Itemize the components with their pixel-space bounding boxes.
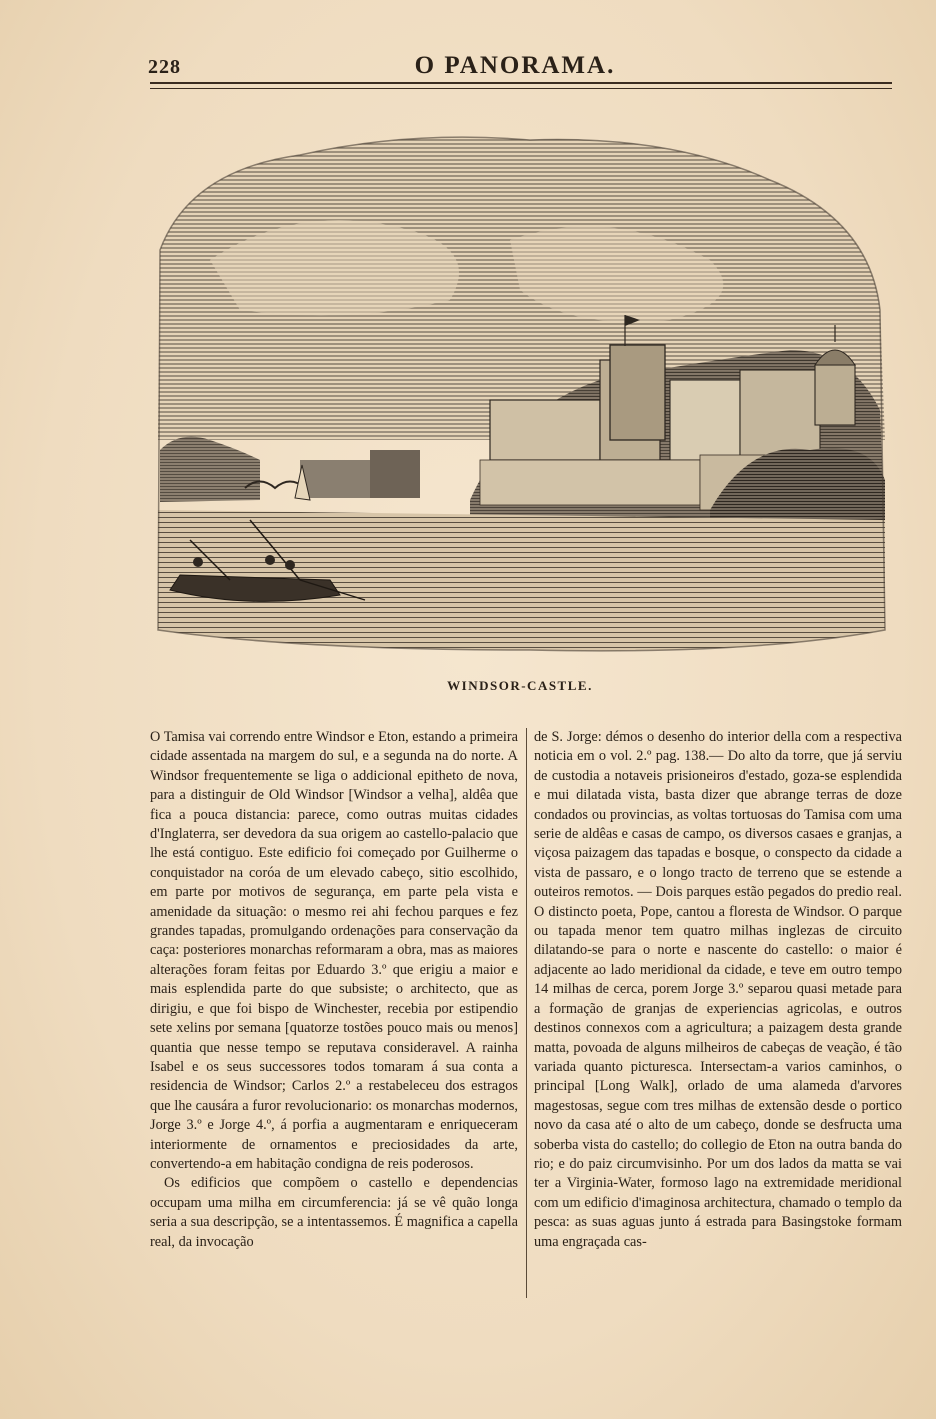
- windsor-castle-engraving: [150, 110, 892, 670]
- header-rule-thin: [150, 88, 892, 89]
- article-paragraph: O Tamisa vai correndo entre Windsor e Eton, estando a primeira cidade assentada na margem do sul, e a segunda na do norte. A Windsor frequentemente se liga o addicional epitheto de nova, para a distinguir de Old Windsor [Windsor a velha], aldêa que fica a pouca distancia: parece, como outras muitas cidades d'Inglaterra, ser devedora da sua origem ao castello-palacio que lhe está contiguo. Este edificio foi começado por Guilherme o conquistador na coróa de um elevado cabeço, sitio escolhido, em parte por motivos de segurança, em parte pela vista e amenidade da situação: o mesmo rei ahi fechou parques e fez grandes tapadas, promulgando ordenações para conservação da caça: posteriores monarchas reformaram a obra, mas as maiores alterações foram feitas por Eduardo 3.º que erigiu a maior e mais esplendida parte do que subsiste; o architecto, que as dirigiu, e que foi bispo de Winchester, recebia por estipendio sete xelins por semana [quatorze tostões pouco mais ou menos] quantia que nesse tempo se reputava consideravel. A rainha Isabel e os seus successores todos tomaram á sua conta a residencia de Windsor; Carlos 2.º a restabeleceu dos estragos que lhe causára a furor revolucionario: os monarchas modernos, Jorge 3.º e Jorge 4.º, á porfia a augmentaram e enriqueceram interiormente de ornamentos e preciosidades da arte, convertendo-a em habitação condigna de reis poderosos.: [150, 729, 518, 1172]
- figure-caption: WINDSOR-CASTLE.: [447, 678, 593, 693]
- page-number: 228: [148, 56, 181, 78]
- article-paragraph: Os edificios que compõem o castello e dependencias occupam uma milha em circumferencia: já se vê quão longa seria a sua descripção, se a intentassemos. É magnifica a capella real, da invocação: [150, 1175, 518, 1250]
- masthead-title: O PANORAMA.: [414, 52, 616, 79]
- column-divider: [526, 728, 527, 1298]
- article-column-right: [534, 728, 902, 1252]
- header-rule: [150, 82, 892, 84]
- article-paragraph: de S. Jorge: démos o desenho do interior della com a respectiva noticia em o vol. 2.º pag. 138.— Do alto da torre, que já serviu de custodia a notaveis prisioneiros d'estado, goza-se esplendida e mui dilatada vista, basta dizer que abrange terras de doze condados ou provincias, as voltas tortuosas do Tamisa com uma serie de aldêas e casas de campo, os diversos casaes e granjas, a viçosa paizagem das tapadas e bosque, o conspecto da cidade a vista de passaro, e o longo tracto de terreno que se estende a outeiros remotos. — Dois parques estão pegados do predio real. O distincto poeta, Pope, cantou a floresta de Windsor. O parque ou tapada menor tem quatro milhas inglezas de circuito dilatando-se para o norte e nascente do castello: o maior é adjacente ao lado meridional da cidade, e teve em outro tempo 14 milhas de cerca, porem Jorge 3.º separou quasi metade para a formação de granjas de experiencias agricolas, e outros destinos connexos com a agricultura; a paizagem desta grande matta, povoada de alguns milheiros de cabeças de veação, é tão variada quanto picturesca. Intersectam-a varios caminhos, o principal [Long Walk], orlado de uma alameda d'arvores magestosas, segue com tres milhas de extensão desde o portico novo da casa até o alto de um cabeço, donde se desfructa uma soberba vista do castello; do collegio de Eton na outra banda do rio; e do paiz circumvisinho. Por um dos lados da matta se vai ter a Virginia-Water, formoso lago na extremidade meridional com um edificio d'imaginosa architectura, chamado o templo da pesca: as suas aguas junto á estrada para Basingstoke formam uma engraçada cas-: [534, 729, 902, 1250]
- article-column-left: [150, 728, 518, 1252]
